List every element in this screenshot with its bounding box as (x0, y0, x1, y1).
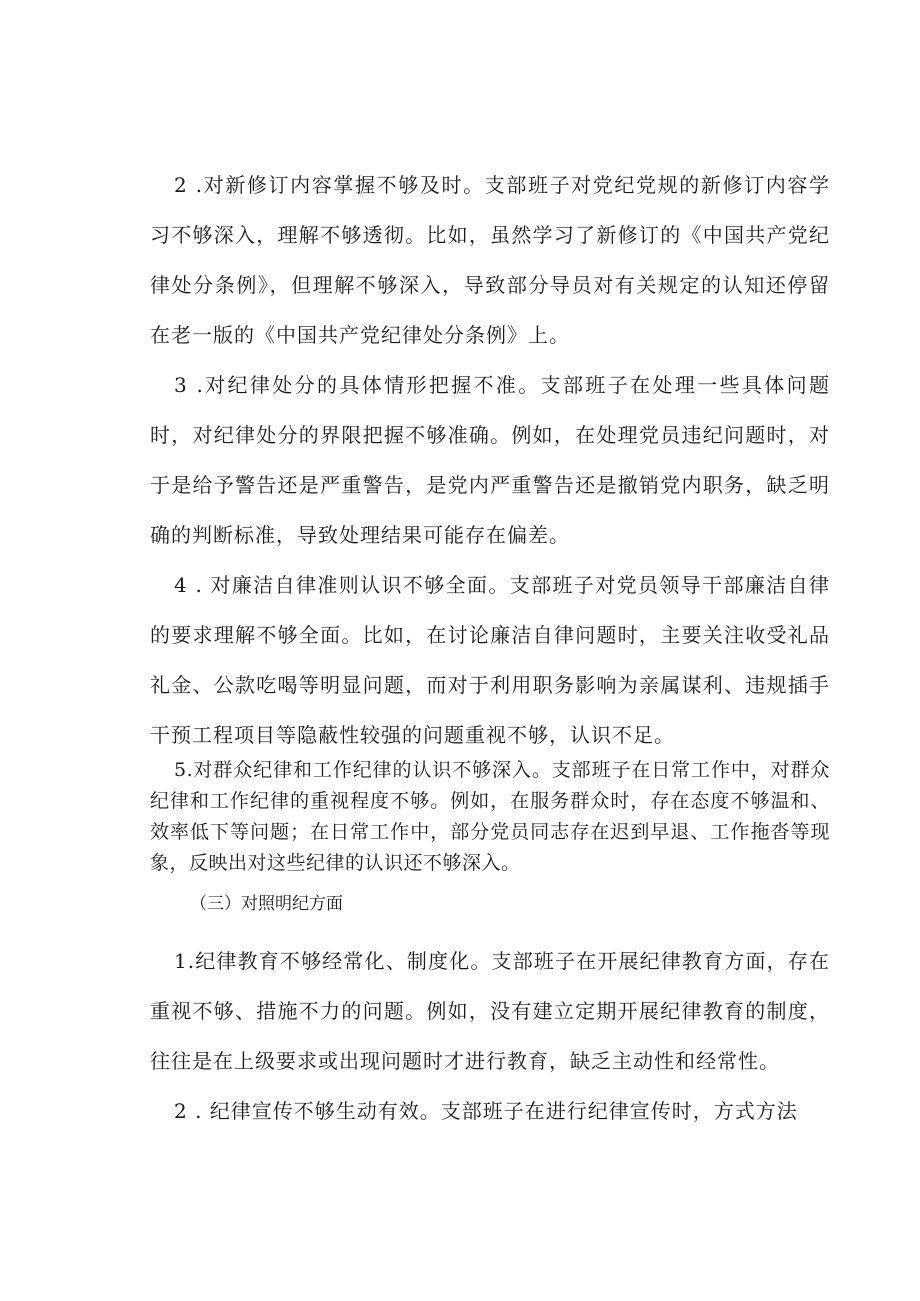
paragraph-new-revision: 2 .对新修订内容掌握不够及时。支部班子对党纪党规的新修订内容学习不够深入，理解不够透彻。比如，虽然学习了新修订的《中国共产党纪律处分条例》，但理解不够深入，导致部分导员对有关规定的认知还停留在老一版的《中国共产党纪律处分条例》上。 (150, 173, 830, 347)
paragraph-discipline-education: 1.纪律教育不够经常化、制度化。支部班子在开展纪律教育方面，存在重视不够、措施不力的问题。例如，没有建立定期开展纪律教育的制度，往往是在上级要求或出现问题时才进行教育，缺乏主动性和经常性。 (150, 949, 830, 1073)
paragraph-integrity-rules: 4 . 对廉洁自律准则认识不够全面。支部班子对党员领导干部廉洁自律的要求理解不够全面。比如，在讨论廉洁自律问题时，主要关注收受礼品礼金、公款吃喝等明显问题，而对于利用职务影响为亲属谋利、违规插手干预工程项目等隐蔽性较强的问题重视不够，认识不足。 (150, 573, 830, 747)
paragraph-discipline-sanctions: 3 .对纪律处分的具体情形把握不准。支部班子在处理一些具体问题时，对纪律处分的界限把握不够准确。例如，在处理党员违纪问题时，对于是给予警告还是严重警告，是党内严重警告还是撤销党内职务，缺乏明确的判断标准，导致处理结果可能存在偏差。 (150, 373, 830, 547)
paragraph-mass-work-discipline: 5.对群众纪律和工作纪律的认识不够深入。支部班子在日常工作中，对群众纪律和工作纪律的重视程度不够。例如，在服务群众时，存在态度不够温和、效率低下等问题；在日常工作中，部分党员同志存在迟到早退、工作拖沓等现象，反映出对这些纪律的认识还不够深入。 (150, 759, 830, 874)
paragraph-discipline-publicity: 2 . 纪律宣传不够生动有效。支部班子在进行纪律宣传时，方式方法 (174, 1099, 798, 1123)
section-heading: （三）对照明纪方面 (190, 894, 343, 914)
